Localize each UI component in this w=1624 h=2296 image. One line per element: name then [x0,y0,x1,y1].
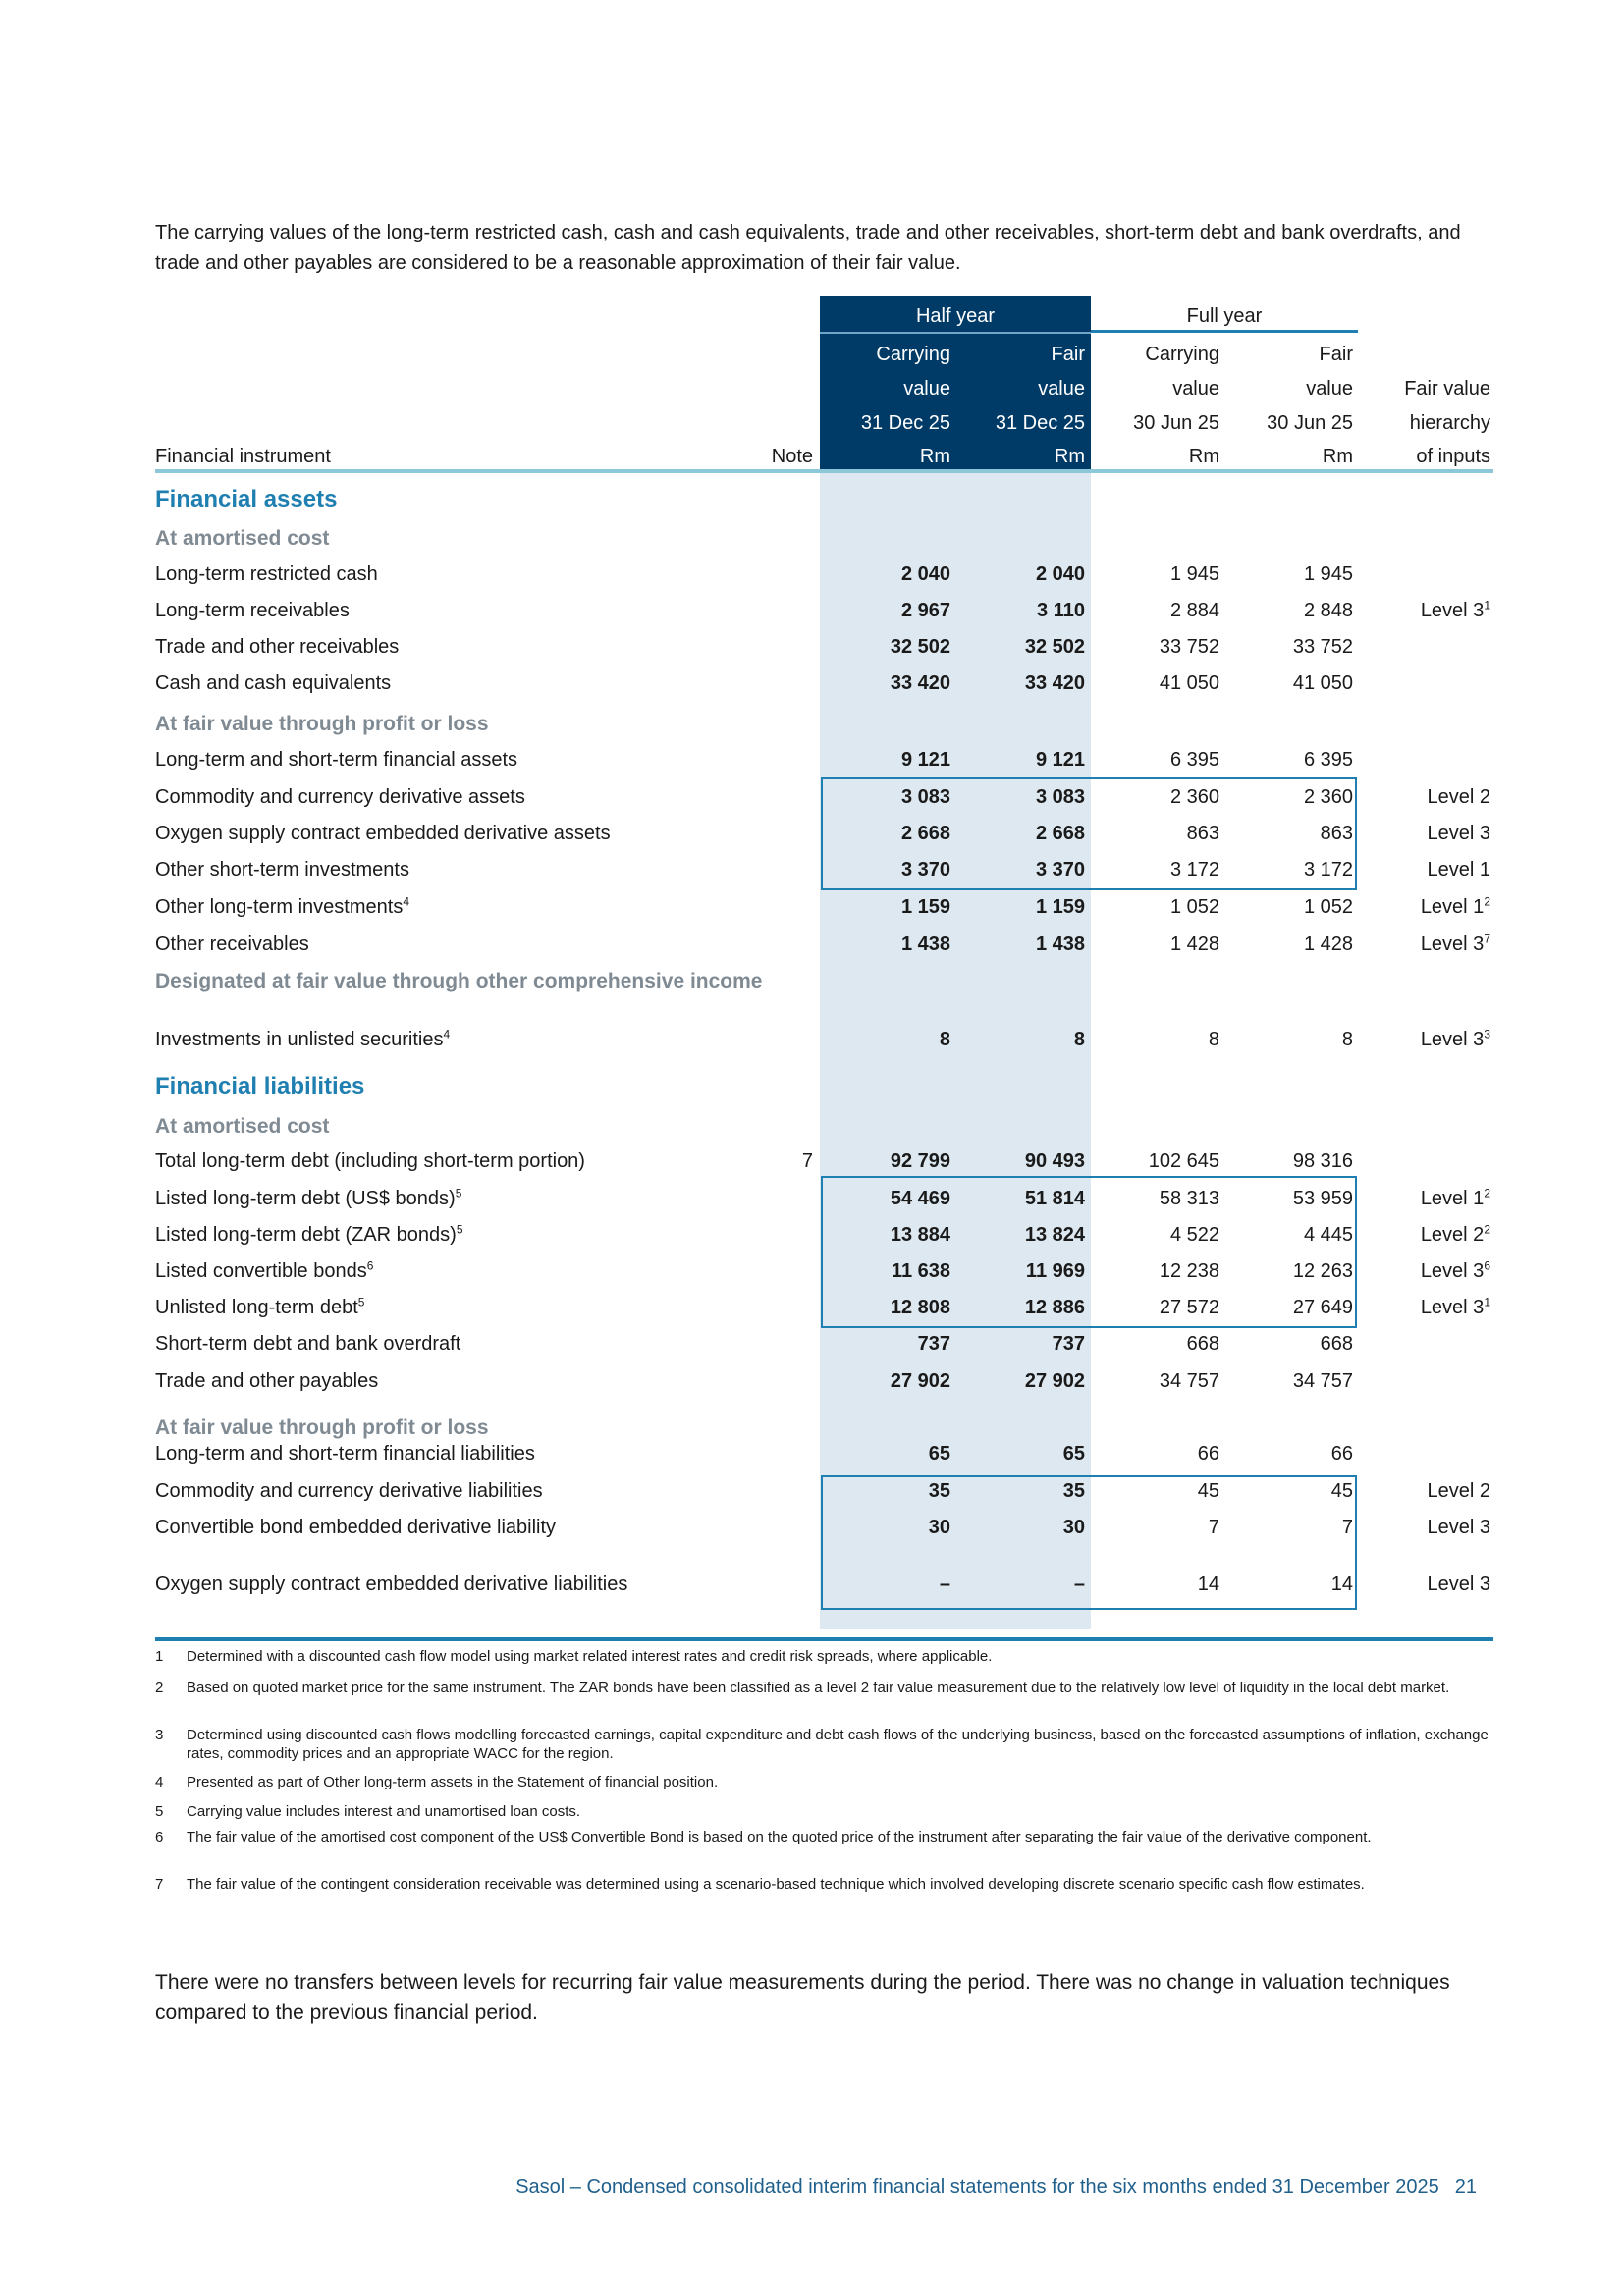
row-label [155,1476,784,1506]
col4-h0: Fair [1319,344,1353,365]
row-hierarchy-sup: 1 [1484,1295,1490,1309]
value-fair-jun25: 2 848 [1303,600,1353,621]
value-fair-jun25: 34 757 [1292,1370,1353,1392]
value-fair-jun25: 45 [1330,1480,1353,1502]
row-hierarchy [1365,819,1490,848]
value-carrying-jun25: 668 [1186,1333,1219,1355]
row-hierarchy [1365,782,1490,812]
row-label [155,745,784,774]
value-fair-jun25: 12 263 [1292,1260,1353,1282]
value-carrying-jun25: 7 [1208,1517,1219,1538]
row-hierarchy-text: Level 3 [1427,1574,1490,1595]
value-carrying-dec25: 11 638 [891,1260,950,1282]
row-label [155,1366,784,1396]
value-fair-jun25: 98 316 [1292,1150,1353,1172]
row-label [155,1147,784,1176]
row-label [155,1184,784,1213]
subsection-assets-fvoci: Designated at fair value through other comprehensive income [155,970,763,992]
table-row [0,930,1624,959]
value-carrying-dec25: – [939,1574,950,1595]
row-label [155,1439,784,1468]
footer-text: Sasol – Condensed consolidated interim financial statements for the six months ended 31 December 2025 [515,2176,1439,2198]
row-hierarchy-text: Level 2 [1427,786,1490,808]
value-carrying-jun25: 863 [1186,823,1219,844]
row-label [155,1220,784,1250]
row-hierarchy [1365,930,1490,959]
footnote-text: Based on quoted market price for the same instrument. The ZAR bonds have been classified as a level 2 fair value measurement due to the relatively low level of liquidity in the local debt market. [187,1680,1450,1696]
value-carrying-jun25: 66 [1197,1443,1219,1465]
row-hierarchy [1365,1570,1490,1599]
row-hierarchy-text: Level 3 [1427,823,1490,844]
row-hierarchy-text: Level 3 [1420,934,1485,955]
value-carrying-jun25: 1 052 [1169,896,1219,918]
value-fair-jun25: 8 [1341,1029,1353,1050]
table-row [0,745,1624,774]
value-carrying-jun25: 14 [1197,1574,1219,1595]
footnote-text: Determined with a discounted cash flow model using market related interest rates and credit risk spreads, where applicable. [187,1648,993,1665]
value-carrying-jun25: 6 395 [1169,749,1219,771]
col1-h2: 31 Dec 25 [860,412,950,434]
row-label-sup: 5 [456,1222,463,1237]
value-carrying-dec25: 2 967 [900,600,950,621]
value-carrying-jun25: 2 884 [1169,600,1219,621]
value-carrying-dec25: 54 469 [890,1188,950,1209]
value-fair-dec25: 32 502 [1024,636,1085,658]
table-row [0,782,1624,812]
value-fair-jun25: 3 172 [1303,859,1353,881]
value-fair-dec25: 13 824 [1024,1224,1085,1246]
col4-h1: value [1306,378,1353,400]
row-hierarchy-text: Level 3 [1420,1029,1485,1050]
section-financial-liabilities: Financial liabilities [155,1073,365,1099]
table-row [0,1220,1624,1250]
row-label-text: Other receivables [155,934,309,955]
row-label-text: Other long-term investments [155,896,404,918]
value-carrying-dec25: 8 [939,1029,950,1050]
row-hierarchy [1365,1184,1490,1213]
value-fair-dec25: 51 814 [1024,1188,1085,1209]
value-carrying-jun25: 41 050 [1159,672,1219,694]
table-row [0,1256,1624,1286]
row-hierarchy-text: Level 3 [1420,1260,1485,1282]
value-carrying-dec25: 1 438 [900,934,950,955]
row-label [155,819,784,848]
value-fair-dec25: 30 [1062,1517,1085,1538]
row-label [155,930,784,959]
value-carrying-dec25: 2 668 [900,823,950,844]
full-year-heading: Full year [1186,305,1263,327]
row-hierarchy-sup: 6 [1484,1258,1490,1273]
value-carrying-jun25: 27 572 [1159,1297,1219,1318]
half-year-shading [820,296,1091,1629]
row-label [155,668,784,698]
col4-h2: 30 Jun 25 [1267,412,1353,434]
value-fair-dec25: 27 902 [1024,1370,1085,1392]
row-label-text: Unlisted long-term debt [155,1297,358,1318]
row-label [155,632,784,662]
row-hierarchy-text: Level 3 [1427,1517,1490,1538]
col3-h2: 30 Jun 25 [1133,412,1219,434]
value-carrying-jun25: 58 313 [1159,1188,1219,1209]
value-fair-jun25: 1 945 [1303,563,1353,585]
value-carrying-dec25: 737 [917,1333,950,1355]
page-number: 21 [1454,2176,1477,2198]
row-hierarchy [1365,1513,1490,1542]
closing-paragraph: There were no transfers between levels for recurring fair value measurements during the period. There was no change in valuation techniques compared to the previous financial period. [155,1971,1450,2024]
col5-h0: Fair value [1404,378,1490,400]
row-label [155,1570,784,1599]
col1-h0: Carrying [876,344,950,365]
row-hierarchy-text: Level 1 [1420,1188,1485,1209]
row-label [155,1256,784,1286]
row-label-text: Listed long-term debt (US$ bonds) [155,1188,456,1209]
footnote-number: 5 [155,1803,164,1820]
table-row [0,1147,1624,1176]
footnote-text: Carrying value includes interest and unamortised loan costs. [187,1803,581,1820]
value-fair-dec25: 1 438 [1035,934,1085,955]
row-hierarchy [1365,1476,1490,1506]
row-hierarchy-sup: 7 [1484,932,1490,946]
row-label-sup: 4 [403,894,410,909]
table-row [0,1329,1624,1359]
value-carrying-jun25: 2 360 [1169,786,1219,808]
table-row [0,596,1624,625]
value-fair-dec25: 8 [1073,1029,1085,1050]
row-label-text: Commodity and currency derivative liabilities [155,1480,543,1502]
row-hierarchy [1365,1256,1490,1286]
value-fair-jun25: 27 649 [1292,1297,1353,1318]
half-year-header-divider [820,332,1091,334]
col3-h0: Carrying [1145,344,1219,365]
col-instrument-heading: Financial instrument [155,446,331,467]
value-fair-jun25: 14 [1330,1574,1353,1595]
row-label-text: Long-term and short-term financial liabilities [155,1443,535,1465]
value-fair-dec25: 65 [1062,1443,1085,1465]
row-hierarchy-sup: 2 [1484,894,1490,909]
footnote-number: 6 [155,1829,164,1845]
value-carrying-dec25: 3 083 [900,786,950,808]
row-label-sup: 6 [366,1258,374,1273]
value-fair-jun25: 6 395 [1303,749,1353,771]
row-label-text: Total long-term debt (including short-term portion) [155,1150,585,1172]
row-hierarchy-text: Level 1 [1427,859,1490,881]
row-label-text: Trade and other payables [155,1370,379,1392]
footnote-number: 3 [155,1727,164,1743]
table-bottom-rule [155,1637,1493,1641]
col3-h3: Rm [1188,446,1219,467]
row-label [155,782,784,812]
row-label [155,855,784,884]
subsection-assets-fvpl: At fair value through profit or loss [155,713,489,735]
value-fair-dec25: 12 886 [1024,1297,1085,1318]
value-carrying-jun25: 3 172 [1169,859,1219,881]
value-fair-jun25: 41 050 [1292,672,1353,694]
value-carrying-jun25: 34 757 [1159,1370,1219,1392]
row-label [155,1513,784,1542]
value-carrying-dec25: 13 884 [890,1224,950,1246]
table-row [0,1439,1624,1468]
footnote-text: Presented as part of Other long-term assets in the Statement of financial position. [187,1774,719,1790]
col3-h1: value [1172,378,1219,400]
col1-h3: Rm [919,446,950,467]
row-label-sup: 5 [455,1186,462,1201]
value-fair-dec25: 2 668 [1035,823,1085,844]
row-hierarchy [1365,1293,1490,1322]
half-year-heading: Half year [915,305,996,327]
value-fair-jun25: 7 [1341,1517,1353,1538]
value-carrying-dec25: 27 902 [890,1370,950,1392]
value-fair-jun25: 4 445 [1303,1224,1353,1246]
table-row [0,1025,1624,1054]
value-carrying-jun25: 1 428 [1169,934,1219,955]
footnote-text: The fair value of the amortised cost component of the US$ Convertible Bond is based on the quoted price of the instrument after separating the fair value of the derivative component. [187,1829,1372,1845]
col-note-heading: Note [771,446,813,467]
value-carrying-jun25: 33 752 [1159,636,1219,658]
row-label [155,1329,784,1359]
value-carrying-jun25: 12 238 [1159,1260,1219,1282]
value-fair-dec25: 737 [1052,1333,1085,1355]
value-fair-jun25: 2 360 [1303,786,1353,808]
value-carrying-jun25: 8 [1208,1029,1219,1050]
subsection-liab-fvpl: At fair value through profit or loss [155,1416,489,1439]
value-carrying-dec25: 9 121 [900,749,950,771]
row-hierarchy [1365,1220,1490,1250]
value-fair-jun25: 1 052 [1303,896,1353,918]
row-label-text: Cash and cash equivalents [155,672,392,694]
value-carrying-dec25: 35 [928,1480,950,1502]
row-label [155,1293,784,1322]
page-footer [0,2176,1477,2199]
row-label-text: Long-term and short-term financial assets [155,749,518,771]
value-fair-jun25: 66 [1330,1443,1353,1465]
row-label-text: Short-term debt and bank overdraft [155,1333,461,1355]
row-label [155,596,784,625]
row-hierarchy-text: Level 2 [1420,1224,1485,1246]
col2-h2: 31 Dec 25 [995,412,1085,434]
value-carrying-dec25: 30 [928,1517,950,1538]
row-label-text: Investments in unlisted securities [155,1029,444,1050]
footnote-number: 7 [155,1876,164,1893]
value-fair-dec25: 1 159 [1035,896,1085,918]
table-row [0,1513,1624,1542]
row-label-text: Commodity and currency derivative assets [155,786,525,808]
table-row [0,560,1624,589]
value-fair-dec25: 90 493 [1024,1150,1085,1172]
row-label-text: Oxygen supply contract embedded derivative assets [155,823,611,844]
value-fair-dec25: – [1073,1574,1085,1595]
footnote-number: 1 [155,1648,164,1665]
col5-h2: of inputs [1416,446,1490,467]
value-carrying-dec25: 1 159 [900,896,950,918]
row-label-text: Other short-term investments [155,859,409,881]
value-fair-jun25: 863 [1320,823,1353,844]
value-carrying-dec25: 33 420 [890,672,950,694]
subsection-assets-amortised: At amortised cost [155,527,330,550]
value-carrying-dec25: 12 808 [890,1297,950,1318]
col5-h1: hierarchy [1409,412,1490,434]
table-row [0,892,1624,922]
row-note: 7 [801,1150,813,1172]
row-label [155,1025,784,1054]
value-fair-jun25: 668 [1320,1333,1353,1355]
row-label-text: Listed long-term debt (ZAR bonds) [155,1224,457,1246]
table-row [0,632,1624,662]
row-hierarchy [1365,892,1490,922]
row-hierarchy-sup: 3 [1484,1027,1490,1041]
value-carrying-jun25: 4 522 [1169,1224,1219,1246]
value-carrying-dec25: 3 370 [900,859,950,881]
row-hierarchy-text: Level 3 [1420,1297,1485,1318]
table-row [0,819,1624,848]
row-hierarchy [1365,1025,1490,1054]
col2-h1: value [1038,378,1085,400]
row-hierarchy [1365,855,1490,884]
row-label-text: Listed convertible bonds [155,1260,367,1282]
table-row [0,1366,1624,1396]
footnote-text: The fair value of the contingent consideration receivable was determined using a scenario-based technique which involved developing discrete scenario specific cash flow estimates. [187,1876,1365,1893]
value-carrying-dec25: 32 502 [890,636,950,658]
value-carrying-jun25: 1 945 [1169,563,1219,585]
row-label-text: Convertible bond embedded derivative liability [155,1517,557,1538]
col4-h3: Rm [1322,446,1353,467]
value-fair-dec25: 2 040 [1035,563,1085,585]
row-hierarchy-text: Level 3 [1420,600,1485,621]
value-fair-dec25: 3 370 [1035,859,1085,881]
row-hierarchy-sup: 1 [1484,598,1490,613]
row-hierarchy-text: Level 1 [1420,896,1485,918]
value-fair-jun25: 1 428 [1303,934,1353,955]
footnote-text: Determined using discounted cash flows modelling forecasted earnings, capital expenditure and debt cash flows of the underlying business, based on the forecasted assumptions of inflation, exchange rates, commodity prices and an appropriate WACC for the region. [187,1727,1489,1762]
table-row [0,855,1624,884]
row-label [155,560,784,589]
row-label-sup: 5 [357,1295,365,1309]
value-fair-jun25: 33 752 [1292,636,1353,658]
row-label [155,892,784,922]
full-year-underline [1091,330,1358,333]
value-carrying-jun25: 45 [1197,1480,1219,1502]
row-label-text: Long-term restricted cash [155,563,378,585]
row-label-text: Trade and other receivables [155,636,400,658]
value-fair-dec25: 3 083 [1035,786,1085,808]
value-carrying-dec25: 65 [928,1443,950,1465]
section-financial-assets: Financial assets [155,486,338,512]
row-label-text: Long-term receivables [155,600,350,621]
table-row [0,668,1624,698]
footnote-number: 2 [155,1680,164,1696]
row-label-sup: 4 [443,1027,451,1041]
table-row [0,1184,1624,1213]
row-hierarchy [1365,596,1490,625]
table-row [0,1476,1624,1506]
col2-h3: Rm [1054,446,1085,467]
value-fair-dec25: 3 110 [1037,600,1085,621]
value-carrying-dec25: 2 040 [900,563,950,585]
subsection-liab-amortised: At amortised cost [155,1115,330,1138]
value-carrying-dec25: 92 799 [890,1150,950,1172]
row-hierarchy-sup: 2 [1484,1186,1490,1201]
table-row [0,1570,1624,1599]
row-label-text: Oxygen supply contract embedded derivative liabilities [155,1574,628,1595]
row-hierarchy-sup: 2 [1484,1222,1490,1237]
footnote-number: 4 [155,1774,164,1790]
col2-h0: Fair [1051,344,1085,365]
intro-paragraph: The carrying values of the long-term restricted cash, cash and cash equivalents, trade and other receivables, short-term debt and bank overdrafts, and trade and other payables are considered to be a reasonable approximation of their fair value. [155,222,1461,274]
value-carrying-jun25: 102 645 [1148,1150,1219,1172]
value-fair-dec25: 9 121 [1035,749,1085,771]
header-rule [155,469,1493,473]
value-fair-dec25: 35 [1062,1480,1085,1502]
value-fair-dec25: 11 969 [1025,1260,1085,1282]
value-fair-jun25: 53 959 [1292,1188,1353,1209]
table-row [0,1293,1624,1322]
col1-h1: value [903,378,950,400]
row-hierarchy-text: Level 2 [1427,1480,1490,1502]
value-fair-dec25: 33 420 [1024,672,1085,694]
